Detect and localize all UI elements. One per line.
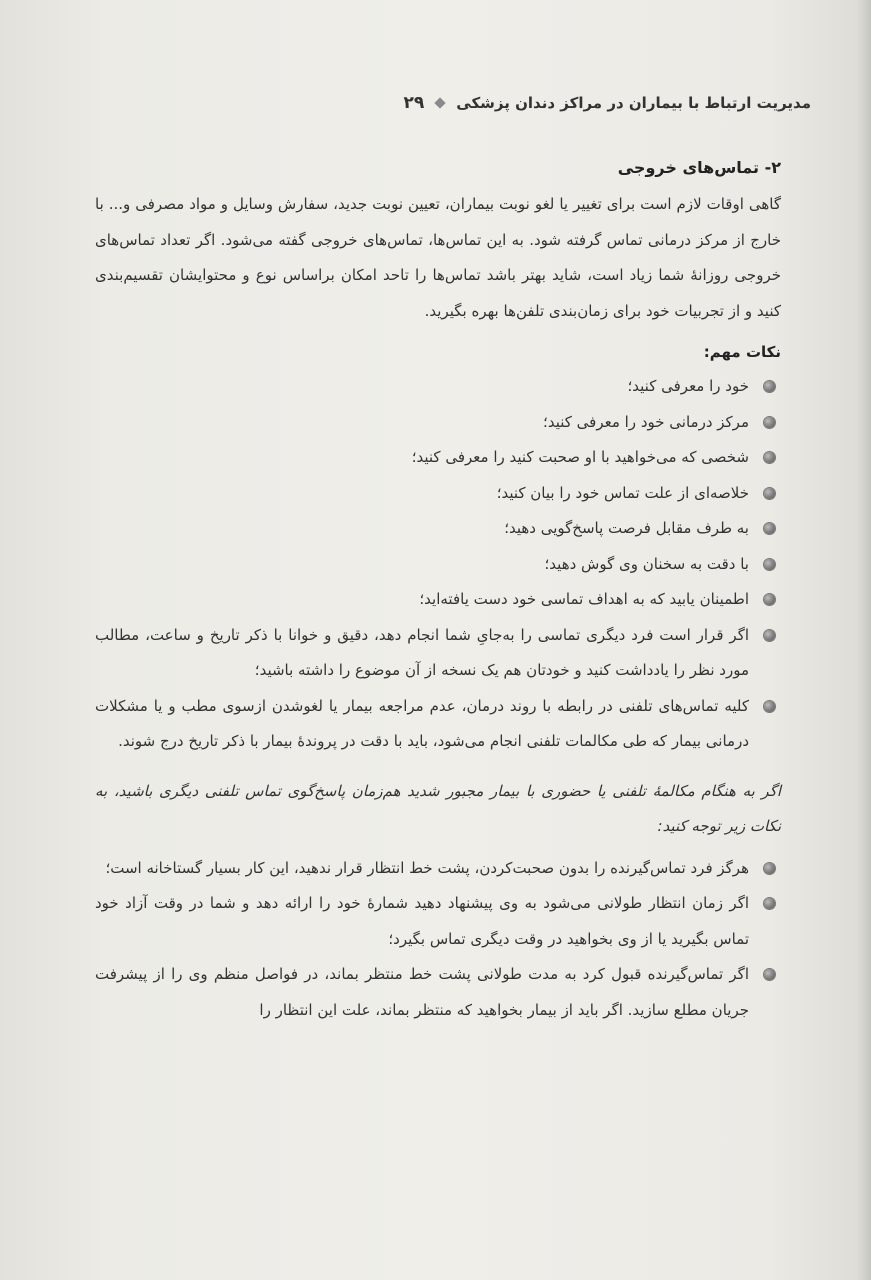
list-item bbox=[95, 957, 781, 1028]
list-item-text: هرگز فرد تماس‌گیرنده را بدون صحبت‌کردن، پشت خط انتظار قرار ندهید، این کار بسیار گستاخانه است؛ bbox=[105, 858, 749, 877]
list-item-text: با دقت به سخنان وی گوش دهید؛ bbox=[544, 554, 749, 573]
list-item bbox=[95, 547, 781, 583]
notes-heading: نکات مهم: bbox=[703, 343, 781, 361]
list-item-text: مرکز درمانی خود را معرفی کنید؛ bbox=[543, 412, 749, 431]
list-item bbox=[95, 511, 781, 547]
list-item bbox=[95, 476, 781, 512]
list-item-text: خود را معرفی کنید؛ bbox=[627, 377, 749, 395]
list-item bbox=[95, 886, 781, 957]
list-item bbox=[95, 369, 781, 405]
bullet-icon bbox=[764, 452, 775, 463]
list-item-text: به طرف مقابل فرصت پاسخ‌گویی دهید؛ bbox=[504, 519, 749, 537]
list-item bbox=[95, 689, 781, 760]
bullet-icon bbox=[764, 594, 775, 605]
list-item bbox=[95, 851, 781, 887]
running-title: مدیریت ارتباط با بیماران در مراکز دندان پزشکی bbox=[456, 94, 811, 112]
bullet-icon bbox=[764, 863, 775, 874]
list-item-text: اگر قرار است فرد دیگری تماسی را به‌جایِ شما انجام دهد، دقیق و خوانا با ذکر تاریخ و ساعت، مطالب مورد نظر را یادداشت کنید و خودتان هم یک نسخه از آن موضوع را داشته باشید؛ bbox=[95, 625, 749, 679]
notes-list bbox=[95, 369, 781, 760]
list-item bbox=[95, 618, 781, 689]
hold-list bbox=[95, 851, 781, 1029]
list-item bbox=[95, 582, 781, 618]
bullet-icon bbox=[764, 381, 775, 392]
diamond-icon bbox=[435, 97, 446, 108]
section-heading: ۲- تماس‌های خروجی bbox=[617, 158, 781, 177]
section-paragraph: گاهی اوقات لازم است برای تغییر یا لغو نوبت بیماران، تعیین نوبت جدید، سفارش وسایل و مواد مصرفی و... با خارج از مرکز درمانی تماس گرفته شود. به این تماس‌ها، تماس‌های خروجی گفته می‌شود. اگر تعداد تماس‌های خروجی روزانهٔ شما زیاد است، شاید بهتر باشد تماس‌ها را تاحد امکان براساس نوع و محتوایشان تقسیم‌بندی کنید و از تجربیات خود برای زمان‌بندی تلفن‌ها بهره بگیرید. bbox=[95, 195, 781, 320]
bullet-icon bbox=[764, 969, 775, 980]
page-content bbox=[95, 155, 781, 1028]
bullet-icon bbox=[764, 417, 775, 428]
list-item-text: شخصی که می‌خواهید با او صحبت کنید را معرفی کنید؛ bbox=[411, 448, 749, 466]
bullet-icon bbox=[764, 523, 775, 534]
list-item-text: خلاصه‌ای از علت تماس خود را بیان کنید؛ bbox=[496, 483, 749, 502]
list-item bbox=[95, 440, 781, 476]
page-number: ۲۹ bbox=[403, 93, 425, 113]
bullet-icon bbox=[764, 488, 775, 499]
bullet-icon bbox=[764, 559, 775, 570]
running-header bbox=[60, 88, 811, 118]
bullet-icon bbox=[764, 630, 775, 641]
bullet-icon bbox=[764, 898, 775, 909]
bullet-icon bbox=[764, 701, 775, 712]
list-item-text: اگر زمان انتظار طولانی می‌شود به وی پیشنهاد دهید شمارهٔ خود را ارائه دهد و شما در وقت آزاد خود تماس بگیرید یا از وی بخواهید در وقت دیگری تماس بگیرد؛ bbox=[95, 894, 749, 948]
list-item-text: کلیه تماس‌های تلفنی در رابطه با روند درمان، عدم مراجعه بیمار یا لغوشدن ازسوی مطب و یا مشکلات درمانی بیمار که طی مکالمات تلفنی انجام می‌شود، باید با دقت در پروندهٔ بیمار با ذکر تاریخ درج شوند. bbox=[95, 696, 749, 750]
list-item-text: اطمینان یابید که به اهداف تماسی خود دست یافته‌اید؛ bbox=[419, 590, 749, 608]
hold-intro: اگر به هنگام مکالمهٔ تلفنی یا حضوری با بیمار مجبور شدید هم‌زمان پاسخ‌گوی تماس تلفنی دیگری باشید، به نکات زیر توجه کنید: bbox=[95, 781, 781, 835]
list-item bbox=[95, 405, 781, 441]
list-item-text: اگر تماس‌گیرنده قبول کرد به مدت طولانی پشت خط منتظر بماند، در فواصل منظم وی را از پیشرفت جریان مطلع سازید. اگر باید از بیمار بخواهید که منتظر بماند، علت این انتظار را bbox=[95, 965, 749, 1019]
